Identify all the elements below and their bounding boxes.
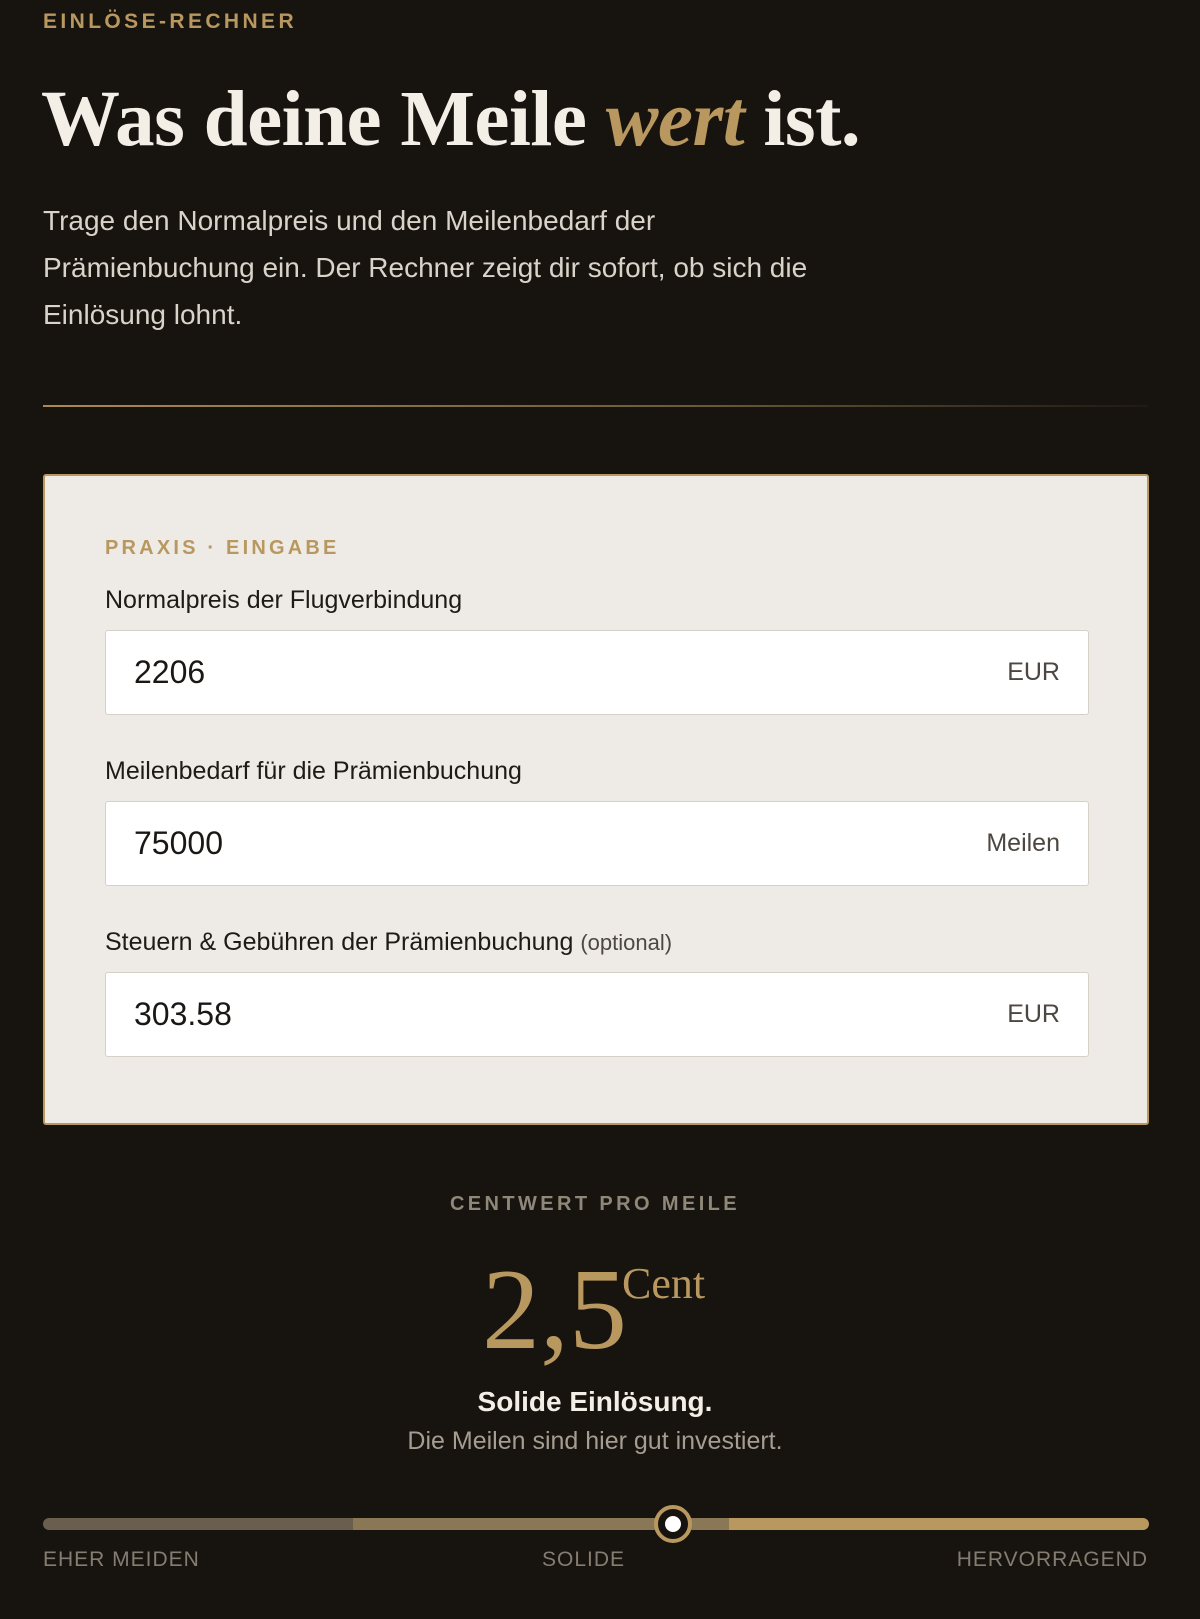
optional-hint: (optional) <box>580 930 673 955</box>
card-eyebrow: PRAXIS · EINGABE <box>105 537 340 559</box>
fees-label <box>105 928 672 957</box>
title-part-1: Was deine Meile <box>41 76 606 163</box>
cent-value: 2,5 <box>482 1246 627 1374</box>
price-value[interactable]: 2206 <box>134 654 206 690</box>
result-eyebrow: CENTWERT PRO MEILE <box>449 1193 741 1215</box>
section-eyebrow: EINLÖSE-RECHNER <box>43 10 298 33</box>
fees-label-text: Steuern & Gebühren der Prämienbuchung <box>105 928 574 956</box>
divider <box>43 405 1148 407</box>
price-label: Normalpreis der Flugverbindung <box>105 586 463 614</box>
intro-text: Trage den Normalpreis und den Meilenbedarf der Prämienbuchung ein. Der Rechner zeigt dir sofort, ob sich die Einlösung lohnt. <box>43 205 808 330</box>
scale-label-low: EHER MEIDEN <box>43 1548 200 1571</box>
scale-marker <box>654 1505 692 1543</box>
verdict-title: Solide Einlösung. <box>477 1386 713 1417</box>
scale-label-high: HERVORRAGEND <box>956 1548 1148 1571</box>
miles-label: Meilenbedarf für die Prämienbuchung <box>105 757 522 785</box>
price-unit: EUR <box>1007 658 1060 686</box>
value-scale <box>43 1518 1149 1530</box>
scale-label-mid: SOLIDE <box>542 1548 626 1571</box>
scale-segment-high <box>729 1518 1149 1530</box>
page-title <box>41 72 860 168</box>
miles-value[interactable]: 75000 <box>134 825 223 861</box>
verdict-subtitle: Die Meilen sind hier gut investiert. <box>407 1427 783 1455</box>
input-card <box>43 474 1149 1125</box>
scale-marker-dot <box>665 1516 681 1532</box>
scale-segment-low <box>43 1518 353 1530</box>
title-accent: wert <box>605 76 745 163</box>
miles-input[interactable] <box>105 801 1089 886</box>
price-input[interactable] <box>105 630 1089 715</box>
title-part-2: ist. <box>744 76 861 163</box>
miles-unit: Meilen <box>986 829 1060 857</box>
fees-unit: EUR <box>1007 1000 1060 1028</box>
fees-input[interactable] <box>105 972 1089 1057</box>
cent-unit: Cent <box>622 1259 706 1308</box>
fees-value[interactable]: 303.58 <box>134 996 232 1032</box>
